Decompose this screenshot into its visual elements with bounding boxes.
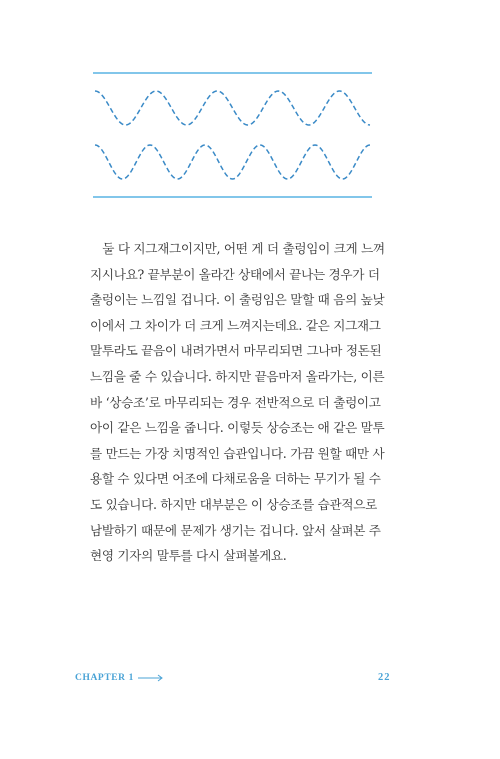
text-line: 를 만드는 가장 치명적인 습관입니다. 가끔 원할 때만 사 xyxy=(90,445,385,461)
body-paragraph xyxy=(90,236,410,569)
wave-ending-up xyxy=(95,145,370,179)
arrow-right-icon xyxy=(138,674,164,682)
text-line: 아이 같은 느낌을 줍니다. 이렇듯 상승조는 애 같은 말투 xyxy=(90,420,385,436)
text-line: 남발하기 때문에 문제가 생기는 겁니다. 앞서 살펴본 주 xyxy=(90,522,381,538)
text-line: 현영 기자의 말투를 다시 살펴볼게요. xyxy=(90,548,287,564)
zigzag-wave-figure xyxy=(0,0,500,220)
text-line: 출렁이는 느낌일 겁니다. 이 출렁임은 말할 때 음의 높낮 xyxy=(90,292,385,308)
text-line: 바 ‘상승조’로 마무리되는 경우 전반적으로 더 출렁이고 xyxy=(90,394,381,410)
wave-ending-down xyxy=(95,91,370,125)
text-line: 도 있습니다. 하지만 대부분은 이 상승조를 습관적으로 xyxy=(90,496,377,512)
chapter-text: CHAPTER 1 xyxy=(75,673,134,683)
text-line: 지시나요? 끝부분이 올라간 상태에서 끝나는 경우가 더 xyxy=(90,266,380,282)
text-line: 말투라도 끝음이 내려가면서 마무리되면 그나마 정돈된 xyxy=(90,343,382,359)
text-line: 용할 수 있다면 어조에 다채로움을 더하는 무기가 될 수 xyxy=(90,471,381,487)
text-line: 느낌을 줄 수 있습니다. 하지만 끝음마저 올라가는, 이른 xyxy=(90,368,385,384)
chapter-label xyxy=(75,673,164,683)
text-line: 이에서 그 차이가 더 크게 느껴지는데요. 같은 지그재그 xyxy=(90,317,381,333)
page-number: 22 xyxy=(378,672,391,683)
text-line: 둘 다 지그재그이지만, 어떤 게 더 출렁임이 크게 느껴 xyxy=(90,241,385,256)
